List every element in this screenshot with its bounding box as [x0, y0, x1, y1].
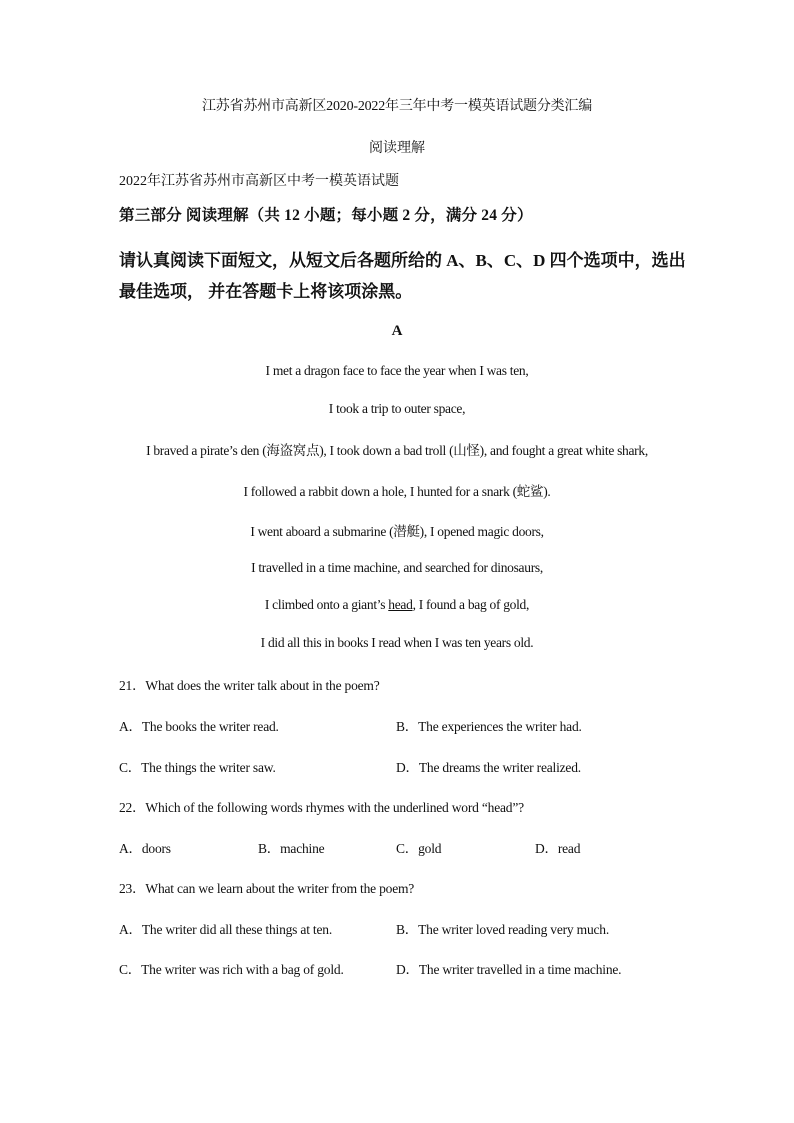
exam-title: 2022年江苏省苏州市高新区中考一模英语试题 — [119, 174, 399, 189]
option-b: B．The experiences the writer had. — [396, 719, 582, 734]
option-a: A．The writer did all these things at ten. — [119, 922, 332, 937]
option-a: A．doors — [119, 841, 171, 856]
poem-line: I followed a rabbit down a hole, I hunted for a snark (蛇鲨). — [243, 484, 551, 499]
option-b: B．machine — [258, 841, 325, 856]
poem-line: I braved a pirate’s den (海盗窝点), I took down a bad troll (山怪), and fought a great white shark, — [146, 443, 648, 458]
document-subtitle: 阅读理解 — [369, 141, 425, 156]
poem-line — [0, 597, 794, 613]
option-c: C．gold — [396, 841, 442, 856]
question-stem: 22．Which of the following words rhymes with the underlined word “head”? — [119, 800, 524, 815]
option-d: D．read — [535, 841, 581, 856]
poem-line: I took a trip to outer space, — [328, 401, 466, 416]
option-d: D．The writer travelled in a time machine. — [396, 962, 622, 977]
poem-line: I went aboard a submarine (潜艇), I opened magic doors, — [250, 524, 544, 539]
poem-line: I did all this in books I read when I was ten years old. — [260, 635, 534, 650]
option-b: B．The writer loved reading very much. — [396, 922, 610, 937]
instruction-text: 请认真阅读下面短文，从短文后各题所给的 A、B、C、D 四个选项中，选出最佳选项， 并在答题卡上将该项涂黑。 — [119, 251, 686, 301]
poem-line: I travelled in a time machine, and searched for dinosaurs, — [251, 560, 543, 575]
passage-label: A — [391, 323, 403, 339]
option-c: C．The writer was rich with a bag of gold. — [119, 962, 344, 977]
part-heading: 第三部分 阅读理解（共 12 小题；每小题 2 分，满分 24 分） — [119, 207, 533, 224]
underlined-word: head — [388, 597, 413, 612]
option-d: D．The dreams the writer realized. — [396, 760, 581, 775]
poem-line-text: I climbed onto a giant’s — [264, 597, 389, 612]
option-c: C．The things the writer saw. — [119, 760, 276, 775]
poem-line: I met a dragon face to face the year when I was ten, — [265, 363, 529, 378]
option-a: A．The books the writer read. — [119, 719, 279, 734]
question-stem: 21．What does the writer talk about in the poem? — [119, 678, 380, 693]
poem-line-text: , I found a bag of gold, — [412, 597, 530, 612]
document-title: 江苏省苏州市高新区2020-2022年三年中考一模英语试题分类汇编 — [201, 99, 593, 114]
question-stem: 23．What can we learn about the writer from the poem? — [119, 881, 415, 896]
